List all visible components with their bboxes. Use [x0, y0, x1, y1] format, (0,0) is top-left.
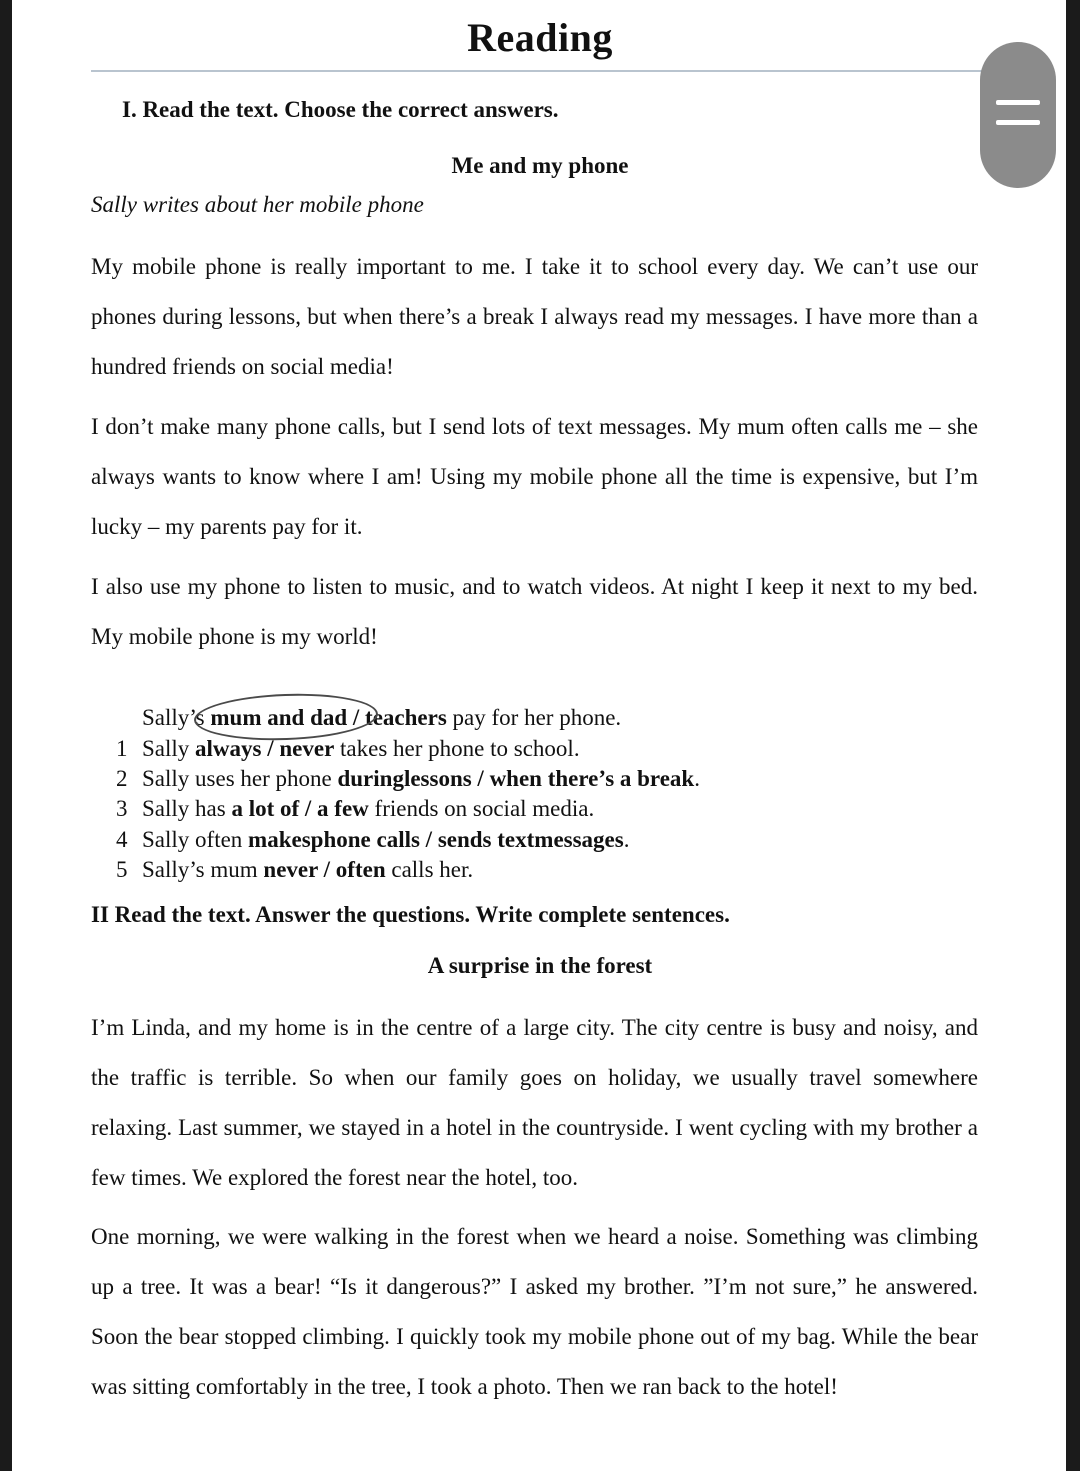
grip-line-icon: [996, 120, 1040, 125]
section1-paragraph: I also use my phone to listen to music, and to watch videos. At night I keep it next to my bed. My mobile phone is my world!: [91, 574, 978, 649]
question-number: 4: [116, 827, 128, 852]
answer-options[interactable]: makesphone calls / sends textmessages: [248, 827, 624, 852]
question-number: 5: [116, 857, 128, 882]
question-number: 3: [116, 796, 128, 821]
section1-title: I. Read the text. Choose the correct answers.: [122, 97, 559, 122]
section1-paragraph: I don’t make many phone calls, but I send lots of text messages. My mum often calls me – she always wants to know where I am! Using my mobile phone all the time is expensive, but I’m lucky – my parents pay for it.: [91, 414, 978, 539]
answer-options[interactable]: never / often: [263, 857, 386, 882]
example-text: Sally’s mum and dad / teachers pay for her phone.: [142, 705, 622, 730]
example-option: teachers: [365, 705, 447, 730]
question-number: 2: [116, 766, 128, 791]
page-title: Reading: [467, 15, 613, 60]
section1-paragraph: My mobile phone is really important to me. I take it to school every day. We can’t use our phones during lessons, but when there’s a break I always read my messages. I have more than a hundred friends on social media!: [91, 254, 978, 379]
section1-heading: Me and my phone: [451, 153, 629, 178]
example-option-circled: mum and dad: [210, 705, 348, 730]
question-number: 1: [116, 736, 128, 761]
section2-title: II Read the text. Answer the questions. Write complete sentences.: [91, 902, 730, 927]
section2-paragraph: One morning, we were walking in the forest when we heard a noise. Something was climbing up a tree. It was a bear! “Is it dangerous?” I asked my brother. ”I’m not sure,” he answered. Soon the bear stopped climbing. I quickly took my mobile phone out of my bag. While the bear was sitting comfortably in the tree, I took a photo. Then we ran back to the hotel!: [91, 1224, 978, 1399]
answer-options[interactable]: a lot of / a few: [231, 796, 369, 821]
section2-heading: A surprise in the forest: [427, 953, 653, 978]
answer-options[interactable]: duringlessons / when there’s a break: [337, 766, 695, 791]
section1-subtitle: Sally writes about her mobile phone: [91, 192, 424, 217]
section2-paragraph: I’m Linda, and my home is in the centre of a large city. The city centre is busy and noisy, and the traffic is terrible. So when our family goes on holiday, we usually travel somewhere relaxing. Last summer, we stayed in a hotel in the countryside. I went cycling with my brother a few times. We explored the forest near the hotel, too.: [91, 1015, 978, 1190]
grip-line-icon: [996, 100, 1040, 105]
title-divider: [91, 70, 996, 72]
answer-options[interactable]: always / never: [195, 736, 335, 761]
